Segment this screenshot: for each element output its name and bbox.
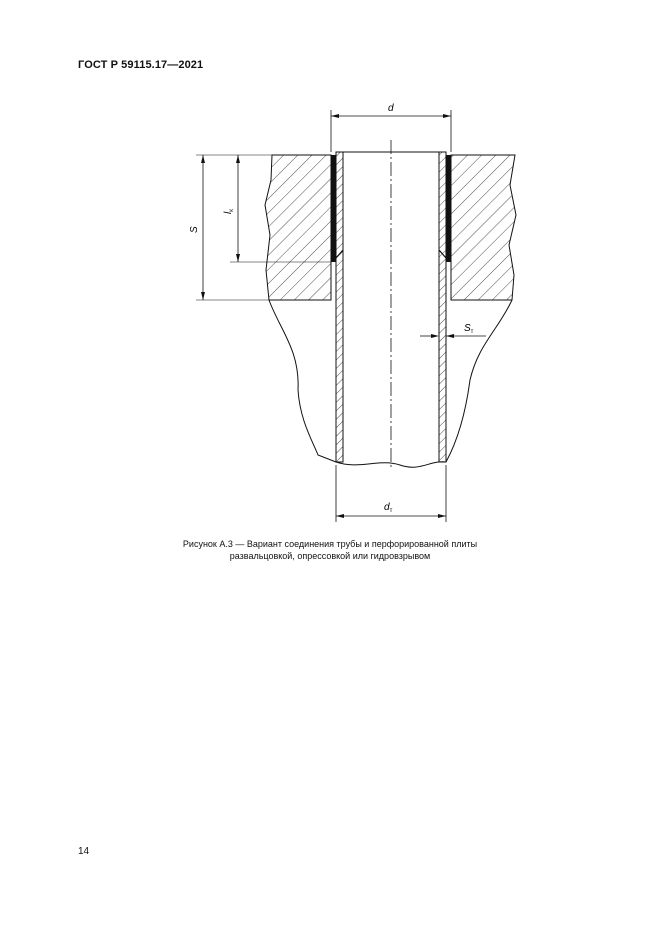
dimension-st-label: $S_т$ xyxy=(464,323,474,335)
page-number: 14 xyxy=(78,846,90,857)
tube-wall-left-lower xyxy=(336,250,343,462)
caption-line-1: Рисунок А.3 — Вариант соединения трубы и перфорированной плиты xyxy=(182,539,478,549)
dimension-s-label: S xyxy=(189,226,200,233)
region-break-outline xyxy=(269,300,336,462)
dimension-d-label: d xyxy=(388,103,394,114)
expanded-zone-right xyxy=(446,155,451,262)
plate-left-section xyxy=(265,155,331,300)
tube-wall-right-upper xyxy=(439,152,446,258)
document-code-header: ГОСТ Р 59115.17—2021 xyxy=(78,59,204,71)
plate-right-section xyxy=(451,155,516,300)
tube-wall-right-lower xyxy=(439,250,446,462)
expanded-zone-left xyxy=(331,155,336,262)
tube-wall-left-upper xyxy=(336,152,343,258)
dimension-dt-label: $d_т$ xyxy=(384,502,393,514)
figure-caption xyxy=(120,538,540,562)
caption-line-2: развальцовкой, опрессовкой или гидровзрывом xyxy=(229,551,431,561)
dimension-lk-label: $l_к$ xyxy=(223,209,235,214)
